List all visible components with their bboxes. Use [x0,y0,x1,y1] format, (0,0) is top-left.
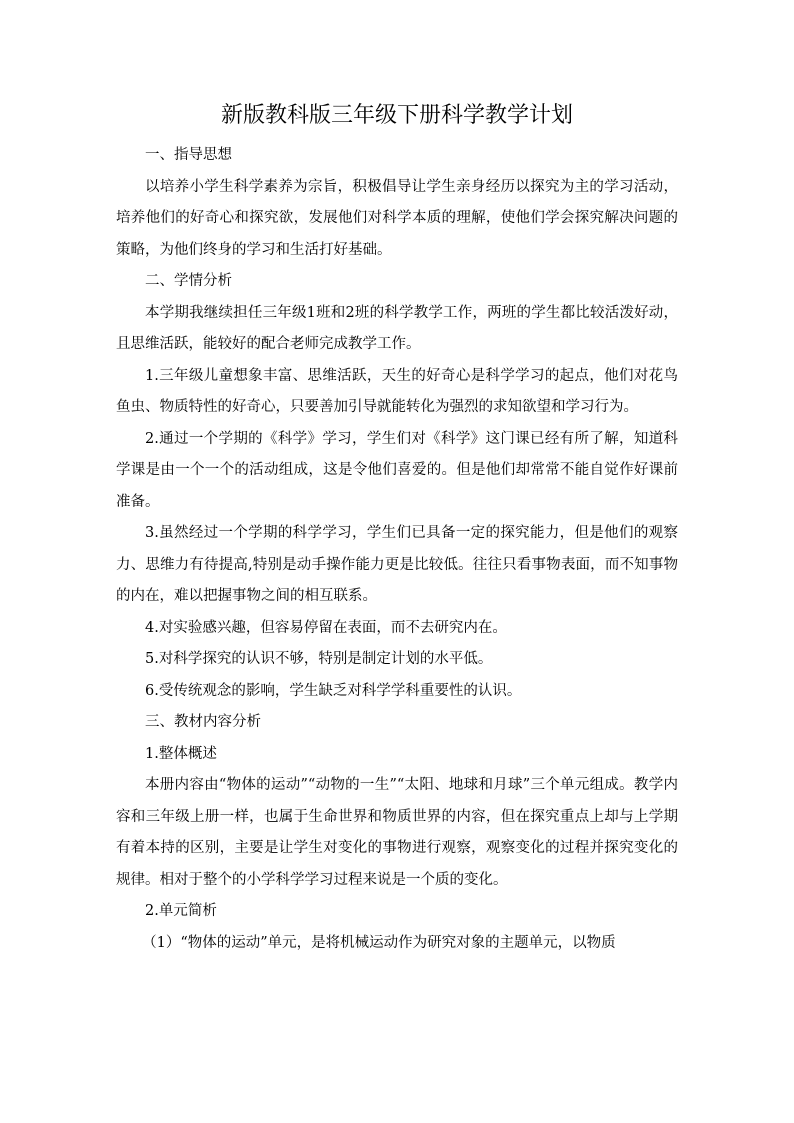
paragraph-unit-1: （1）“物体的运动”单元，是将机械运动作为研究对象的主题单元，以物质 [142,934,616,951]
section-heading-guiding-ideology: 一、指导思想 [145,147,232,163]
section-heading-textbook-analysis: 三、教材内容分析 [145,714,261,730]
document-body [116,140,678,959]
paragraph-student-point-2: 2.通过一个学期的《科学》学习，学生们对《科学》这门课已经有所了解，知道科学课是由一个一个的活动组成，这是令他们喜爱的。但是他们却常常不能自觉作好课前准备。 [116,430,678,510]
subheading-overview: 1.整体概述 [145,745,217,762]
paragraph-student-point-1: 1.三年级儿童想象丰富、思维活跃，天生的好奇心是科学学习的起点，他们对花鸟鱼虫、物质特性的好奇心，只要善加引导就能转化为强烈的求知欲望和学习行为。 [116,367,678,415]
paragraph-student-overview: 本学期我继续担任三年级1班和2班的科学教学工作，两班的学生都比较活泼好动，且思维活跃，能较好的配合老师完成教学工作。 [116,304,678,352]
paragraph-textbook-overview: 本册内容由“物体的运动”“动物的一生”“太阳、地球和月球”三个单元组成。教学内容和三年级上册一样，也属于生命世界和物质世界的内容，但在探究重点上却与上学期有着本持的区别，主要是让学生对变化的事物进行观察，观察变化的过程并探究变化的规律。相对于整个的小学科学学习过程来说是一个质的变化。 [116,777,678,888]
paragraph-student-point-5: 5.对科学探究的认识不够，特别是制定计划的水平低。 [145,651,493,667]
paragraph-student-point-4: 4.对实验感兴趣，但容易停留在表面，而不去研究内在。 [145,619,507,636]
paragraph-student-point-6: 6.受传统观念的影响，学生缺乏对科学学科重要性的认识。 [145,682,522,699]
section-heading-student-analysis: 二、学情分析 [145,273,232,289]
paragraph-guiding-ideology: 以培养小学生科学素养为宗旨，积极倡导让学生亲身经历以探究为主的学习活动，培养他们的好奇心和探究欲，发展他们对科学本质的理解，使他们学会探究解决问题的策略，为他们终身的学习和生活打好基础。 [116,178,678,258]
subheading-unit-analysis: 2.单元简析 [145,903,217,919]
document-title: 新版教科版三年级下册科学教学计划 [220,103,573,128]
paragraph-student-point-3: 3.虽然经过一个学期的科学学习，学生们已具备一定的探究能力，但是他们的观察力、思维力有待提高,特别是动手操作能力更是比较低。往往只看事物表面，而不知事物的内在，难以把握事物之间的相互联系。 [116,525,678,604]
